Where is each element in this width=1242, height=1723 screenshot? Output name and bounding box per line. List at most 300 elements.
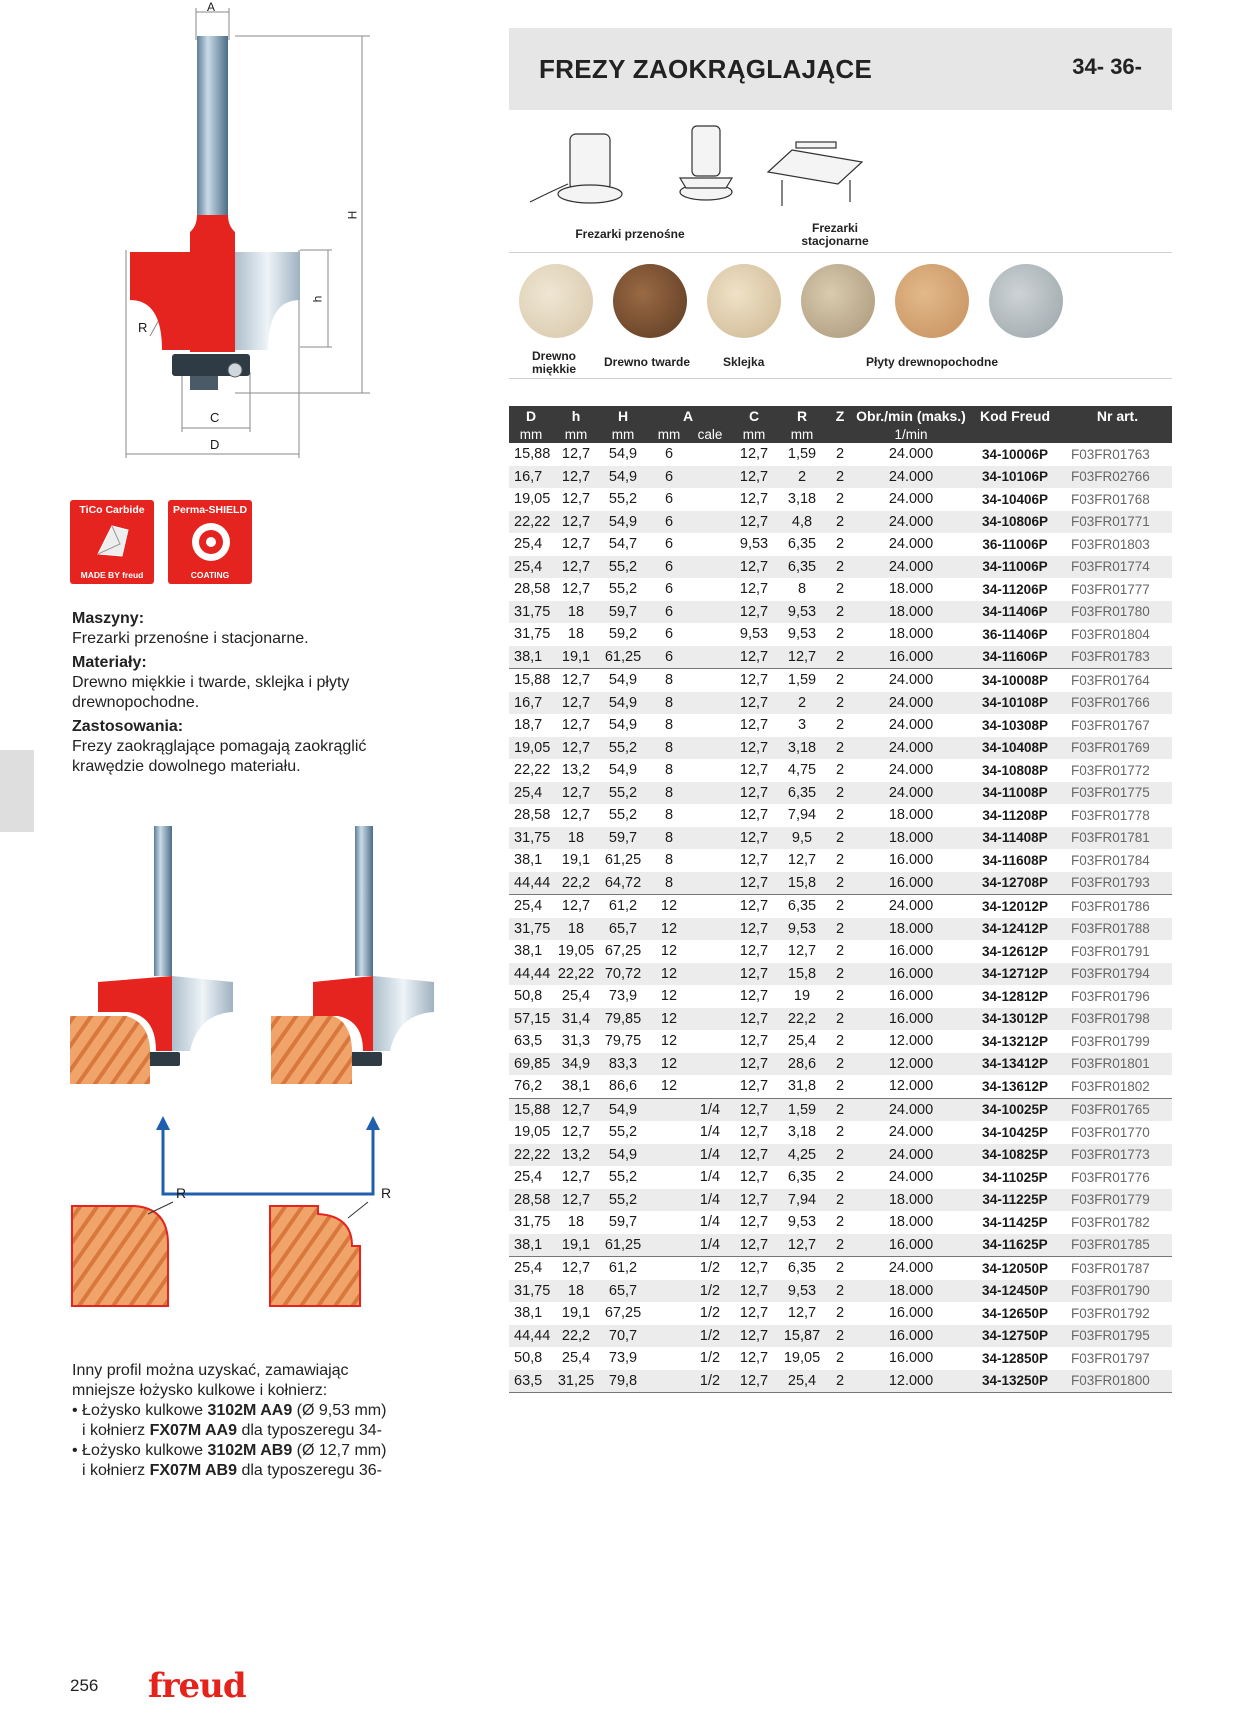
table-cell: 34-11406P <box>967 601 1063 624</box>
table-cell: 12,7 <box>729 895 779 918</box>
table-cell: 12,7 <box>729 511 779 534</box>
table-cell: 6,35 <box>779 533 825 556</box>
table-cell: F03FR01770 <box>1063 1121 1172 1144</box>
table-cell: 12,7 <box>553 669 599 692</box>
table-row <box>509 872 1172 895</box>
table-cell: 8 <box>647 849 691 872</box>
table-cell: 34-12850P <box>967 1347 1063 1370</box>
table-cell: 2 <box>825 895 855 918</box>
machine-icons <box>520 122 880 222</box>
table-cell: 54,9 <box>599 511 647 534</box>
table-cell: 19 <box>779 985 825 1008</box>
table-cell: 31,75 <box>509 1280 553 1303</box>
table-cell: F03FR01787 <box>1063 1257 1172 1280</box>
table-cell: 61,2 <box>599 1257 647 1280</box>
table-cell: 28,6 <box>779 1053 825 1076</box>
table-cell: 8 <box>647 692 691 715</box>
machines-text: Frezarki przenośne i stacjonarne. <box>72 630 309 647</box>
table-cell: 12,7 <box>779 1234 825 1257</box>
table-cell: 12,7 <box>729 737 779 760</box>
table-cell: 34-12012P <box>967 895 1063 918</box>
table-cell: 2 <box>825 466 855 489</box>
table-cell: 24.000 <box>855 759 967 782</box>
table-cell: 2 <box>825 1008 855 1031</box>
table-cell: F03FR01768 <box>1063 488 1172 511</box>
table-cell <box>691 578 729 601</box>
table-cell: 12,7 <box>553 511 599 534</box>
table-cell: F03FR01790 <box>1063 1280 1172 1303</box>
table-cell: 12,7 <box>729 466 779 489</box>
table-cell: 12,7 <box>729 601 779 624</box>
table-cell: 1,59 <box>779 1098 825 1121</box>
table-cell: 18.000 <box>855 1280 967 1303</box>
table-cell: F03FR01795 <box>1063 1325 1172 1348</box>
table-cell: 55,2 <box>599 488 647 511</box>
table-cell: 55,2 <box>599 1166 647 1189</box>
table-cell: 36-11006P <box>967 533 1063 556</box>
table-cell: 16.000 <box>855 963 967 986</box>
table-cell: 28,58 <box>509 1189 553 1212</box>
table-cell: 12,7 <box>729 1234 779 1257</box>
table-cell: 2 <box>825 692 855 715</box>
freud-logo: freud <box>148 1666 246 1706</box>
table-cell: 8 <box>647 827 691 850</box>
table-cell: 9,53 <box>779 1280 825 1303</box>
table-cell: 24.000 <box>855 737 967 760</box>
table-row <box>509 1075 1172 1098</box>
table-cell: F03FR01783 <box>1063 646 1172 669</box>
table-cell: 83,3 <box>599 1053 647 1076</box>
table-cell: 18.000 <box>855 623 967 646</box>
table-cell: 8 <box>647 714 691 737</box>
table-cell: 25,4 <box>509 895 553 918</box>
table-cell: 8 <box>647 737 691 760</box>
table-cell: 7,94 <box>779 804 825 827</box>
table-cell: 15,8 <box>779 872 825 895</box>
table-cell: 12 <box>647 985 691 1008</box>
table-row <box>509 1211 1172 1234</box>
table-cell: 12,7 <box>729 827 779 850</box>
col-A: A <box>647 406 729 425</box>
table-cell <box>691 466 729 489</box>
table-cell: 22,2 <box>553 1325 599 1348</box>
table-cell: 12,7 <box>729 692 779 715</box>
spec-table <box>509 406 1172 1393</box>
table-row <box>509 1166 1172 1189</box>
note-bullet-2b: i kołnierz FX07M AB9 dla typoszeregu 36- <box>82 1462 382 1479</box>
table-cell: F03FR01779 <box>1063 1189 1172 1212</box>
table-cell: 54,9 <box>599 443 647 466</box>
table-cell: F03FR01802 <box>1063 1075 1172 1098</box>
table-cell: 34-11608P <box>967 849 1063 872</box>
table-cell: 9,53 <box>779 601 825 624</box>
table-cell: 18 <box>553 1211 599 1234</box>
table-cell: 2 <box>825 759 855 782</box>
table-cell: 3,18 <box>779 488 825 511</box>
profile-left-R: R <box>176 1185 187 1201</box>
table-cell: 25,4 <box>553 1347 599 1370</box>
perma-shield-badge: Perma-SHIELD COATING <box>168 500 252 584</box>
table-cell: 18.000 <box>855 1211 967 1234</box>
table-cell: 13,2 <box>553 759 599 782</box>
table-cell <box>691 804 729 827</box>
table-cell: 12,7 <box>553 443 599 466</box>
table-cell: 16.000 <box>855 1302 967 1325</box>
table-cell: 1,59 <box>779 669 825 692</box>
table-cell: 54,9 <box>599 1098 647 1121</box>
table-cell: 16,7 <box>509 692 553 715</box>
table-cell: 22,22 <box>509 759 553 782</box>
table-cell: 76,2 <box>509 1075 553 1098</box>
table-cell: 55,2 <box>599 1121 647 1144</box>
table-row <box>509 556 1172 579</box>
table-cell: 31,3 <box>553 1030 599 1053</box>
hardwood-swatch <box>613 264 687 338</box>
table-row <box>509 1053 1172 1076</box>
table-cell: 8 <box>647 782 691 805</box>
table-cell: 34-11208P <box>967 804 1063 827</box>
table-row <box>509 849 1172 872</box>
table-row <box>509 1030 1172 1053</box>
table-cell: F03FR01800 <box>1063 1370 1172 1393</box>
table-cell: 34-11025P <box>967 1166 1063 1189</box>
table-cell: 12,7 <box>553 1166 599 1189</box>
table-cell: 15,88 <box>509 443 553 466</box>
table-cell: 34-10806P <box>967 511 1063 534</box>
table-cell: 1/4 <box>691 1234 729 1257</box>
table-cell: 15,8 <box>779 963 825 986</box>
table-cell: 54,9 <box>599 1144 647 1167</box>
table-cell: F03FR01784 <box>1063 849 1172 872</box>
table-cell: F03FR02766 <box>1063 466 1172 489</box>
table-cell: 38,1 <box>509 646 553 669</box>
table-cell: 70,7 <box>599 1325 647 1348</box>
table-cell: 12,7 <box>779 849 825 872</box>
table-cell: F03FR01781 <box>1063 827 1172 850</box>
table-cell: 3 <box>779 714 825 737</box>
table-cell: 12,7 <box>729 1098 779 1121</box>
table-cell: 18.000 <box>855 1189 967 1212</box>
uses-text-1: Frezy zaokrąglające pomagają zaokrąglić <box>72 738 367 755</box>
table-cell: 6 <box>647 466 691 489</box>
table-row <box>509 511 1172 534</box>
table-cell: 31,75 <box>509 918 553 941</box>
table-row <box>509 895 1172 918</box>
table-cell: 3,18 <box>779 737 825 760</box>
table-cell: 44,44 <box>509 872 553 895</box>
table-cell: 34-11425P <box>967 1211 1063 1234</box>
table-cell: 38,1 <box>553 1075 599 1098</box>
table-cell: 69,85 <box>509 1053 553 1076</box>
table-row <box>509 985 1172 1008</box>
table-cell: 9,53 <box>779 623 825 646</box>
table-cell: 54,9 <box>599 714 647 737</box>
uses-heading: Zastosowania: <box>72 718 184 735</box>
table-cell: 12,7 <box>729 443 779 466</box>
table-cell <box>691 669 729 692</box>
table-cell: 12,7 <box>553 488 599 511</box>
table-cell: 2 <box>825 1075 855 1098</box>
table-cell: 6,35 <box>779 1257 825 1280</box>
table-cell: F03FR01786 <box>1063 895 1172 918</box>
table-cell: F03FR01791 <box>1063 940 1172 963</box>
table-cell: 19,05 <box>509 1121 553 1144</box>
table-cell: 24.000 <box>855 714 967 737</box>
table-cell: 6 <box>647 511 691 534</box>
table-row <box>509 1189 1172 1212</box>
table-cell: 64,72 <box>599 872 647 895</box>
table-cell: 12,7 <box>729 1121 779 1144</box>
table-cell: F03FR01769 <box>1063 737 1172 760</box>
table-cell: F03FR01767 <box>1063 714 1172 737</box>
divider <box>509 378 1172 379</box>
table-cell: 2 <box>825 940 855 963</box>
table-cell: 44,44 <box>509 963 553 986</box>
table-cell <box>647 1280 691 1303</box>
table-cell: 55,2 <box>599 578 647 601</box>
table-cell: 24.000 <box>855 782 967 805</box>
table-cell: 12.000 <box>855 1053 967 1076</box>
table-cell: 6 <box>647 578 691 601</box>
table-cell: 34-10008P <box>967 669 1063 692</box>
material-hardwood: Drewno twarde <box>604 355 691 369</box>
table-cell: 12,7 <box>729 646 779 669</box>
table-row <box>509 533 1172 556</box>
table-cell: 36-11406P <box>967 623 1063 646</box>
table-cell <box>691 782 729 805</box>
table-cell: F03FR01763 <box>1063 443 1172 466</box>
table-cell: 12,7 <box>729 1166 779 1189</box>
table-cell: 12,7 <box>553 533 599 556</box>
table-cell: 50,8 <box>509 985 553 1008</box>
table-cell: 2 <box>825 646 855 669</box>
table-cell: 6 <box>647 488 691 511</box>
table-cell: 1/2 <box>691 1370 729 1393</box>
table-cell: F03FR01778 <box>1063 804 1172 827</box>
machines-heading: Maszyny: <box>72 610 145 627</box>
dim-D-label: D <box>210 437 220 452</box>
table-cell: 19,05 <box>509 488 553 511</box>
table-cell: 38,1 <box>509 1302 553 1325</box>
table-cell <box>647 1325 691 1348</box>
table-cell: 12,7 <box>729 918 779 941</box>
note-line-2: mniejsze łożysko kulkowe i kołnierz: <box>72 1382 328 1399</box>
table-cell: 34-10408P <box>967 737 1063 760</box>
table-cell: 19,1 <box>553 1234 599 1257</box>
table-cell: 22,22 <box>509 511 553 534</box>
table-cell: 34-11225P <box>967 1189 1063 1212</box>
table-cell: 34-10308P <box>967 714 1063 737</box>
table-cell: 12,7 <box>779 1302 825 1325</box>
table-cell: 24.000 <box>855 669 967 692</box>
table-cell: 34-10825P <box>967 1144 1063 1167</box>
table-cell: 55,2 <box>599 737 647 760</box>
table-cell: 59,7 <box>599 827 647 850</box>
table-cell: 2 <box>825 511 855 534</box>
table-cell: 12,7 <box>553 804 599 827</box>
machine-portable-label: Frezarki przenośne <box>575 227 685 241</box>
mdf-swatch <box>895 264 969 338</box>
machine-stationary-label-1: Frezarki <box>811 221 859 235</box>
table-cell: 19,1 <box>553 1302 599 1325</box>
table-cell: 9,53 <box>729 623 779 646</box>
table-cell: 12,7 <box>729 1053 779 1076</box>
table-cell: 12,7 <box>729 985 779 1008</box>
table-cell: 12,7 <box>553 578 599 601</box>
table-cell: 12,7 <box>729 1257 779 1280</box>
table-cell: 2 <box>825 1347 855 1370</box>
table-cell <box>691 714 729 737</box>
col-Z: Z <box>825 406 855 425</box>
table-cell: 7,94 <box>779 1189 825 1212</box>
table-cell <box>691 918 729 941</box>
table-cell: 1,59 <box>779 443 825 466</box>
table-row <box>509 1008 1172 1031</box>
table-cell: F03FR01794 <box>1063 963 1172 986</box>
table-cell: 12,7 <box>779 940 825 963</box>
page-number: 256 <box>70 1676 99 1695</box>
table-cell: 12,7 <box>729 1008 779 1031</box>
table-cell: 2 <box>825 872 855 895</box>
table-cell: 34-10025P <box>967 1098 1063 1121</box>
table-row <box>509 804 1172 827</box>
table-cell: 18.000 <box>855 804 967 827</box>
table-cell: 12,7 <box>729 1280 779 1303</box>
table-cell: 31,75 <box>509 601 553 624</box>
table-cell: 59,7 <box>599 601 647 624</box>
table-cell: 22,2 <box>779 1008 825 1031</box>
table-cell: 34-10425P <box>967 1121 1063 1144</box>
table-cell: 24.000 <box>855 533 967 556</box>
table-cell: 19,1 <box>553 646 599 669</box>
table-cell: 54,9 <box>599 759 647 782</box>
table-cell: 34-11625P <box>967 1234 1063 1257</box>
table-cell: 1/2 <box>691 1280 729 1303</box>
table-row <box>509 759 1172 782</box>
table-header-row <box>509 406 1172 425</box>
col-D: D <box>509 406 553 425</box>
table-cell: 63,5 <box>509 1030 553 1053</box>
table-cell: 12,7 <box>729 1211 779 1234</box>
table-cell: 2 <box>779 466 825 489</box>
table-cell: 2 <box>779 692 825 715</box>
table-cell: 12 <box>647 918 691 941</box>
table-cell: 1/2 <box>691 1257 729 1280</box>
materials-text-2: drewnopochodne. <box>72 694 200 711</box>
table-cell: 15,88 <box>509 1098 553 1121</box>
table-cell: 2 <box>825 963 855 986</box>
table-row <box>509 466 1172 489</box>
table-cell: 12,7 <box>729 714 779 737</box>
table-cell: 4,25 <box>779 1144 825 1167</box>
table-cell: 44,44 <box>509 1325 553 1348</box>
table-cell <box>647 1166 691 1189</box>
table-cell <box>691 827 729 850</box>
table-row <box>509 669 1172 692</box>
table-cell: 15,87 <box>779 1325 825 1348</box>
table-cell: F03FR01798 <box>1063 1008 1172 1031</box>
table-cell: 38,1 <box>509 849 553 872</box>
table-cell: 12,7 <box>729 488 779 511</box>
table-cell: 12,7 <box>729 556 779 579</box>
table-cell: F03FR01766 <box>1063 692 1172 715</box>
table-cell: 61,25 <box>599 849 647 872</box>
table-cell: 24.000 <box>855 1098 967 1121</box>
table-cell: F03FR01788 <box>1063 918 1172 941</box>
table-cell: 1/4 <box>691 1189 729 1212</box>
table-cell: 8 <box>647 669 691 692</box>
table-cell: 2 <box>825 737 855 760</box>
table-cell <box>691 985 729 1008</box>
table-cell: 34-10108P <box>967 692 1063 715</box>
table-cell: 34-10106P <box>967 466 1063 489</box>
table-cell: 12.000 <box>855 1370 967 1393</box>
table-cell: 3,18 <box>779 1121 825 1144</box>
table-cell: 12,7 <box>553 1121 599 1144</box>
table-cell: 2 <box>825 918 855 941</box>
table-cell: 34-11206P <box>967 578 1063 601</box>
tico-carbide-badge: TiCo Carbide MADE BY freud <box>70 500 154 584</box>
uses-text-2: krawędzie dowolnego materiału. <box>72 758 301 775</box>
table-cell: 18 <box>553 623 599 646</box>
table-cell: 24.000 <box>855 556 967 579</box>
table-cell: 57,15 <box>509 1008 553 1031</box>
table-cell: 12,7 <box>553 1098 599 1121</box>
table-cell: 31,75 <box>509 623 553 646</box>
table-cell: F03FR01799 <box>1063 1030 1172 1053</box>
table-cell: 2 <box>825 1234 855 1257</box>
table-cell: 1/4 <box>691 1098 729 1121</box>
table-cell <box>691 1053 729 1076</box>
table-cell: 1/4 <box>691 1211 729 1234</box>
table-cell: 54,9 <box>599 669 647 692</box>
table-cell: 73,9 <box>599 1347 647 1370</box>
table-cell: 9,5 <box>779 827 825 850</box>
table-cell: 16.000 <box>855 849 967 872</box>
table-cell <box>691 533 729 556</box>
table-cell: 24.000 <box>855 466 967 489</box>
table-cell: 55,2 <box>599 804 647 827</box>
table-cell: 34-12412P <box>967 918 1063 941</box>
table-cell: 2 <box>825 1144 855 1167</box>
table-cell: 12,7 <box>729 1302 779 1325</box>
table-cell: 2 <box>825 1370 855 1393</box>
table-cell: 34-13012P <box>967 1008 1063 1031</box>
table-cell: 12 <box>647 1030 691 1053</box>
table-cell: 12,7 <box>553 737 599 760</box>
table-cell: 22,22 <box>553 963 599 986</box>
table-cell: 12,7 <box>729 578 779 601</box>
table-cell: 1/4 <box>691 1121 729 1144</box>
table-cell: 12 <box>647 963 691 986</box>
material-softwood-1: Drewno <box>532 349 577 363</box>
table-cell: F03FR01796 <box>1063 985 1172 1008</box>
table-cell: 34-10406P <box>967 488 1063 511</box>
table-row <box>509 918 1172 941</box>
table-cell: 8 <box>647 872 691 895</box>
table-cell: 16.000 <box>855 1347 967 1370</box>
table-cell: 2 <box>825 1189 855 1212</box>
table-cell: 15,88 <box>509 669 553 692</box>
table-cell <box>647 1211 691 1234</box>
table-cell <box>691 1030 729 1053</box>
table-row <box>509 1280 1172 1303</box>
table-cell: 12,7 <box>729 759 779 782</box>
table-cell <box>691 601 729 624</box>
table-cell: 2 <box>825 488 855 511</box>
table-cell: 31,25 <box>553 1370 599 1393</box>
table-cell: 34-13412P <box>967 1053 1063 1076</box>
